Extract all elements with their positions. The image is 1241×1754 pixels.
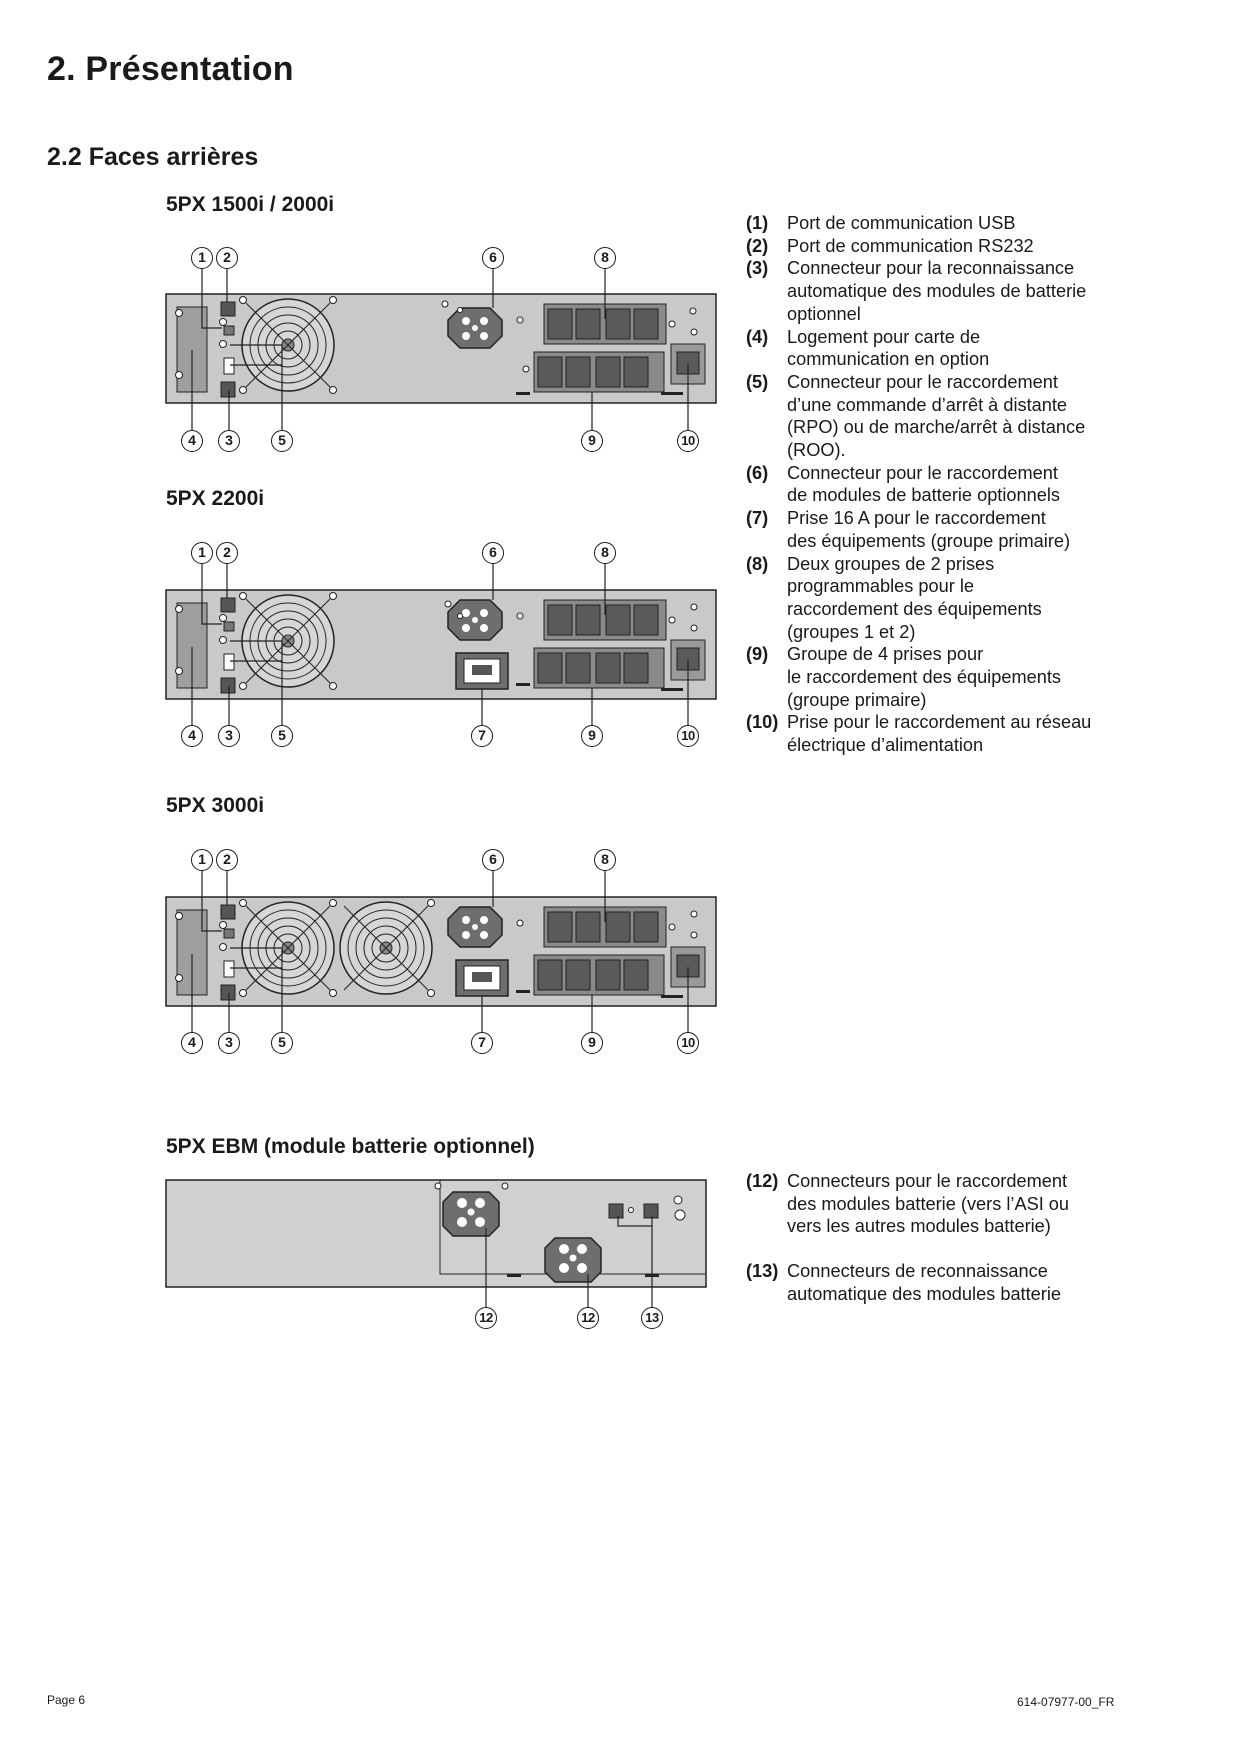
model-title-1500: 5PX 1500i / 2000i — [166, 193, 335, 216]
legend-num: (5) — [746, 371, 769, 392]
legend-item — [746, 711, 1146, 756]
legend-item — [746, 553, 1146, 644]
rear-panel-3000-diagram — [160, 842, 726, 1062]
callout-9: 9 — [581, 1032, 603, 1054]
callout-9: 9 — [581, 430, 603, 452]
legend-num: (12) — [746, 1171, 779, 1191]
legend-line: Groupe de 4 prises pour — [787, 644, 984, 665]
callout-6: 6 — [482, 247, 504, 269]
callout-10: 10 — [677, 1032, 699, 1054]
legend-line: des équipements (groupe primaire) — [787, 530, 1071, 551]
callout-1: 1 — [191, 247, 213, 269]
legend-item — [746, 643, 1146, 711]
legend-line: des modules batterie (vers l’ASI ou — [787, 1193, 1070, 1214]
legend-item — [746, 462, 1146, 507]
rear-panel-2200-diagram — [160, 535, 726, 755]
legend-item — [746, 257, 1146, 325]
legend-line: Port de communication RS232 — [787, 235, 1034, 256]
callout-2: 2 — [216, 849, 238, 871]
callout-6: 6 — [482, 542, 504, 564]
callout-8: 8 — [594, 849, 616, 871]
legend-num: (7) — [746, 508, 769, 529]
model-title-2200: 5PX 2200i — [166, 487, 265, 510]
legend-line: vers les autres modules batterie) — [787, 1216, 1051, 1237]
legend-item — [746, 1170, 1146, 1238]
callout-1: 1 — [191, 542, 213, 564]
callout-10: 10 — [677, 430, 699, 452]
legend-line: le raccordement des équipements — [787, 667, 1061, 688]
legend-item — [746, 507, 1146, 552]
footer-doc-ref: 614-07977-00_FR — [1017, 1695, 1115, 1709]
callout-7: 7 — [471, 725, 493, 747]
legend-line: de modules de batterie optionnels — [787, 485, 1060, 506]
legend-line: Connecteurs de reconnaissance — [787, 1261, 1048, 1282]
legend-line: Connecteur pour le raccordement — [787, 462, 1058, 483]
legend-line: optionnel — [787, 303, 861, 324]
legend-line: électrique d’alimentation — [787, 735, 984, 756]
page-title: 2. Présentation — [47, 50, 294, 88]
legend-line: Prise pour le raccordement au réseau — [787, 712, 1092, 733]
legend-num: (2) — [746, 235, 769, 256]
legend-item — [746, 1260, 1146, 1305]
legend-line: Logement pour carte de — [787, 326, 981, 347]
callout-4: 4 — [181, 725, 203, 747]
legend-line: automatique des modules batterie — [787, 1283, 1061, 1304]
legend-num: (6) — [746, 462, 769, 483]
legend-line: Connecteurs pour le raccordement — [787, 1171, 1068, 1191]
legend-line: (groupe primaire) — [787, 689, 927, 710]
callout-13: 13 — [641, 1307, 663, 1329]
callout-7: 7 — [471, 1032, 493, 1054]
legend-line: (ROO). — [787, 440, 846, 461]
legend-line: (groupes 1 et 2) — [787, 621, 916, 642]
legend-line: communication en option — [787, 349, 990, 370]
callout-1: 1 — [191, 849, 213, 871]
legend-num: (3) — [746, 258, 769, 279]
legend-line: d’une commande d’arrêt à distante — [787, 394, 1068, 415]
legend-line: Prise 16 A pour le raccordement — [787, 508, 1046, 529]
legend-item — [746, 235, 1146, 258]
legend-main — [746, 212, 1146, 757]
callout-6: 6 — [482, 849, 504, 871]
legend-line: Port de communication USB — [787, 213, 1016, 233]
callout-3: 3 — [218, 1032, 240, 1054]
callout-3: 3 — [218, 725, 240, 747]
fan-icon — [340, 900, 435, 997]
callout-5: 5 — [271, 1032, 293, 1054]
callout-10: 10 — [677, 725, 699, 747]
callout-12: 12 — [577, 1307, 599, 1329]
callout-9: 9 — [581, 725, 603, 747]
footer-page-number: Page 6 — [47, 1693, 86, 1707]
legend-num: (1) — [746, 213, 769, 233]
callout-5: 5 — [271, 725, 293, 747]
callout-8: 8 — [594, 247, 616, 269]
legend-line: Deux groupes de 2 prises — [787, 553, 995, 574]
legend-num: (13) — [746, 1261, 779, 1282]
legend-item — [746, 212, 1146, 235]
legend-item — [746, 326, 1146, 371]
legend-item — [746, 371, 1146, 462]
callout-5: 5 — [271, 430, 293, 452]
legend-line: programmables pour le — [787, 576, 975, 597]
model-title-3000: 5PX 3000i — [166, 794, 265, 817]
legend-num: (10) — [746, 712, 779, 733]
legend-num: (4) — [746, 326, 769, 347]
legend-line: automatique des modules de batterie — [787, 281, 1087, 302]
legend-line: raccordement des équipements — [787, 598, 1042, 619]
callout-4: 4 — [181, 430, 203, 452]
legend-num: (8) — [746, 553, 769, 574]
callout-12: 12 — [475, 1307, 497, 1329]
callout-4: 4 — [181, 1032, 203, 1054]
legend-ebm — [746, 1170, 1146, 1306]
callout-3: 3 — [218, 430, 240, 452]
callout-2: 2 — [216, 542, 238, 564]
legend-line: Connecteur pour le raccordement — [787, 371, 1058, 392]
legend-line: (RPO) ou de marche/arrêt à distance — [787, 417, 1086, 438]
callout-8: 8 — [594, 542, 616, 564]
callout-2: 2 — [216, 247, 238, 269]
model-title-ebm: 5PX EBM (module batterie optionnel) — [166, 1135, 535, 1158]
callouts-1500 — [180, 246, 746, 456]
legend-num: (9) — [746, 644, 769, 665]
section-title: 2.2 Faces arrières — [47, 143, 259, 171]
legend-line: Connecteur pour la reconnaissance — [787, 258, 1075, 279]
